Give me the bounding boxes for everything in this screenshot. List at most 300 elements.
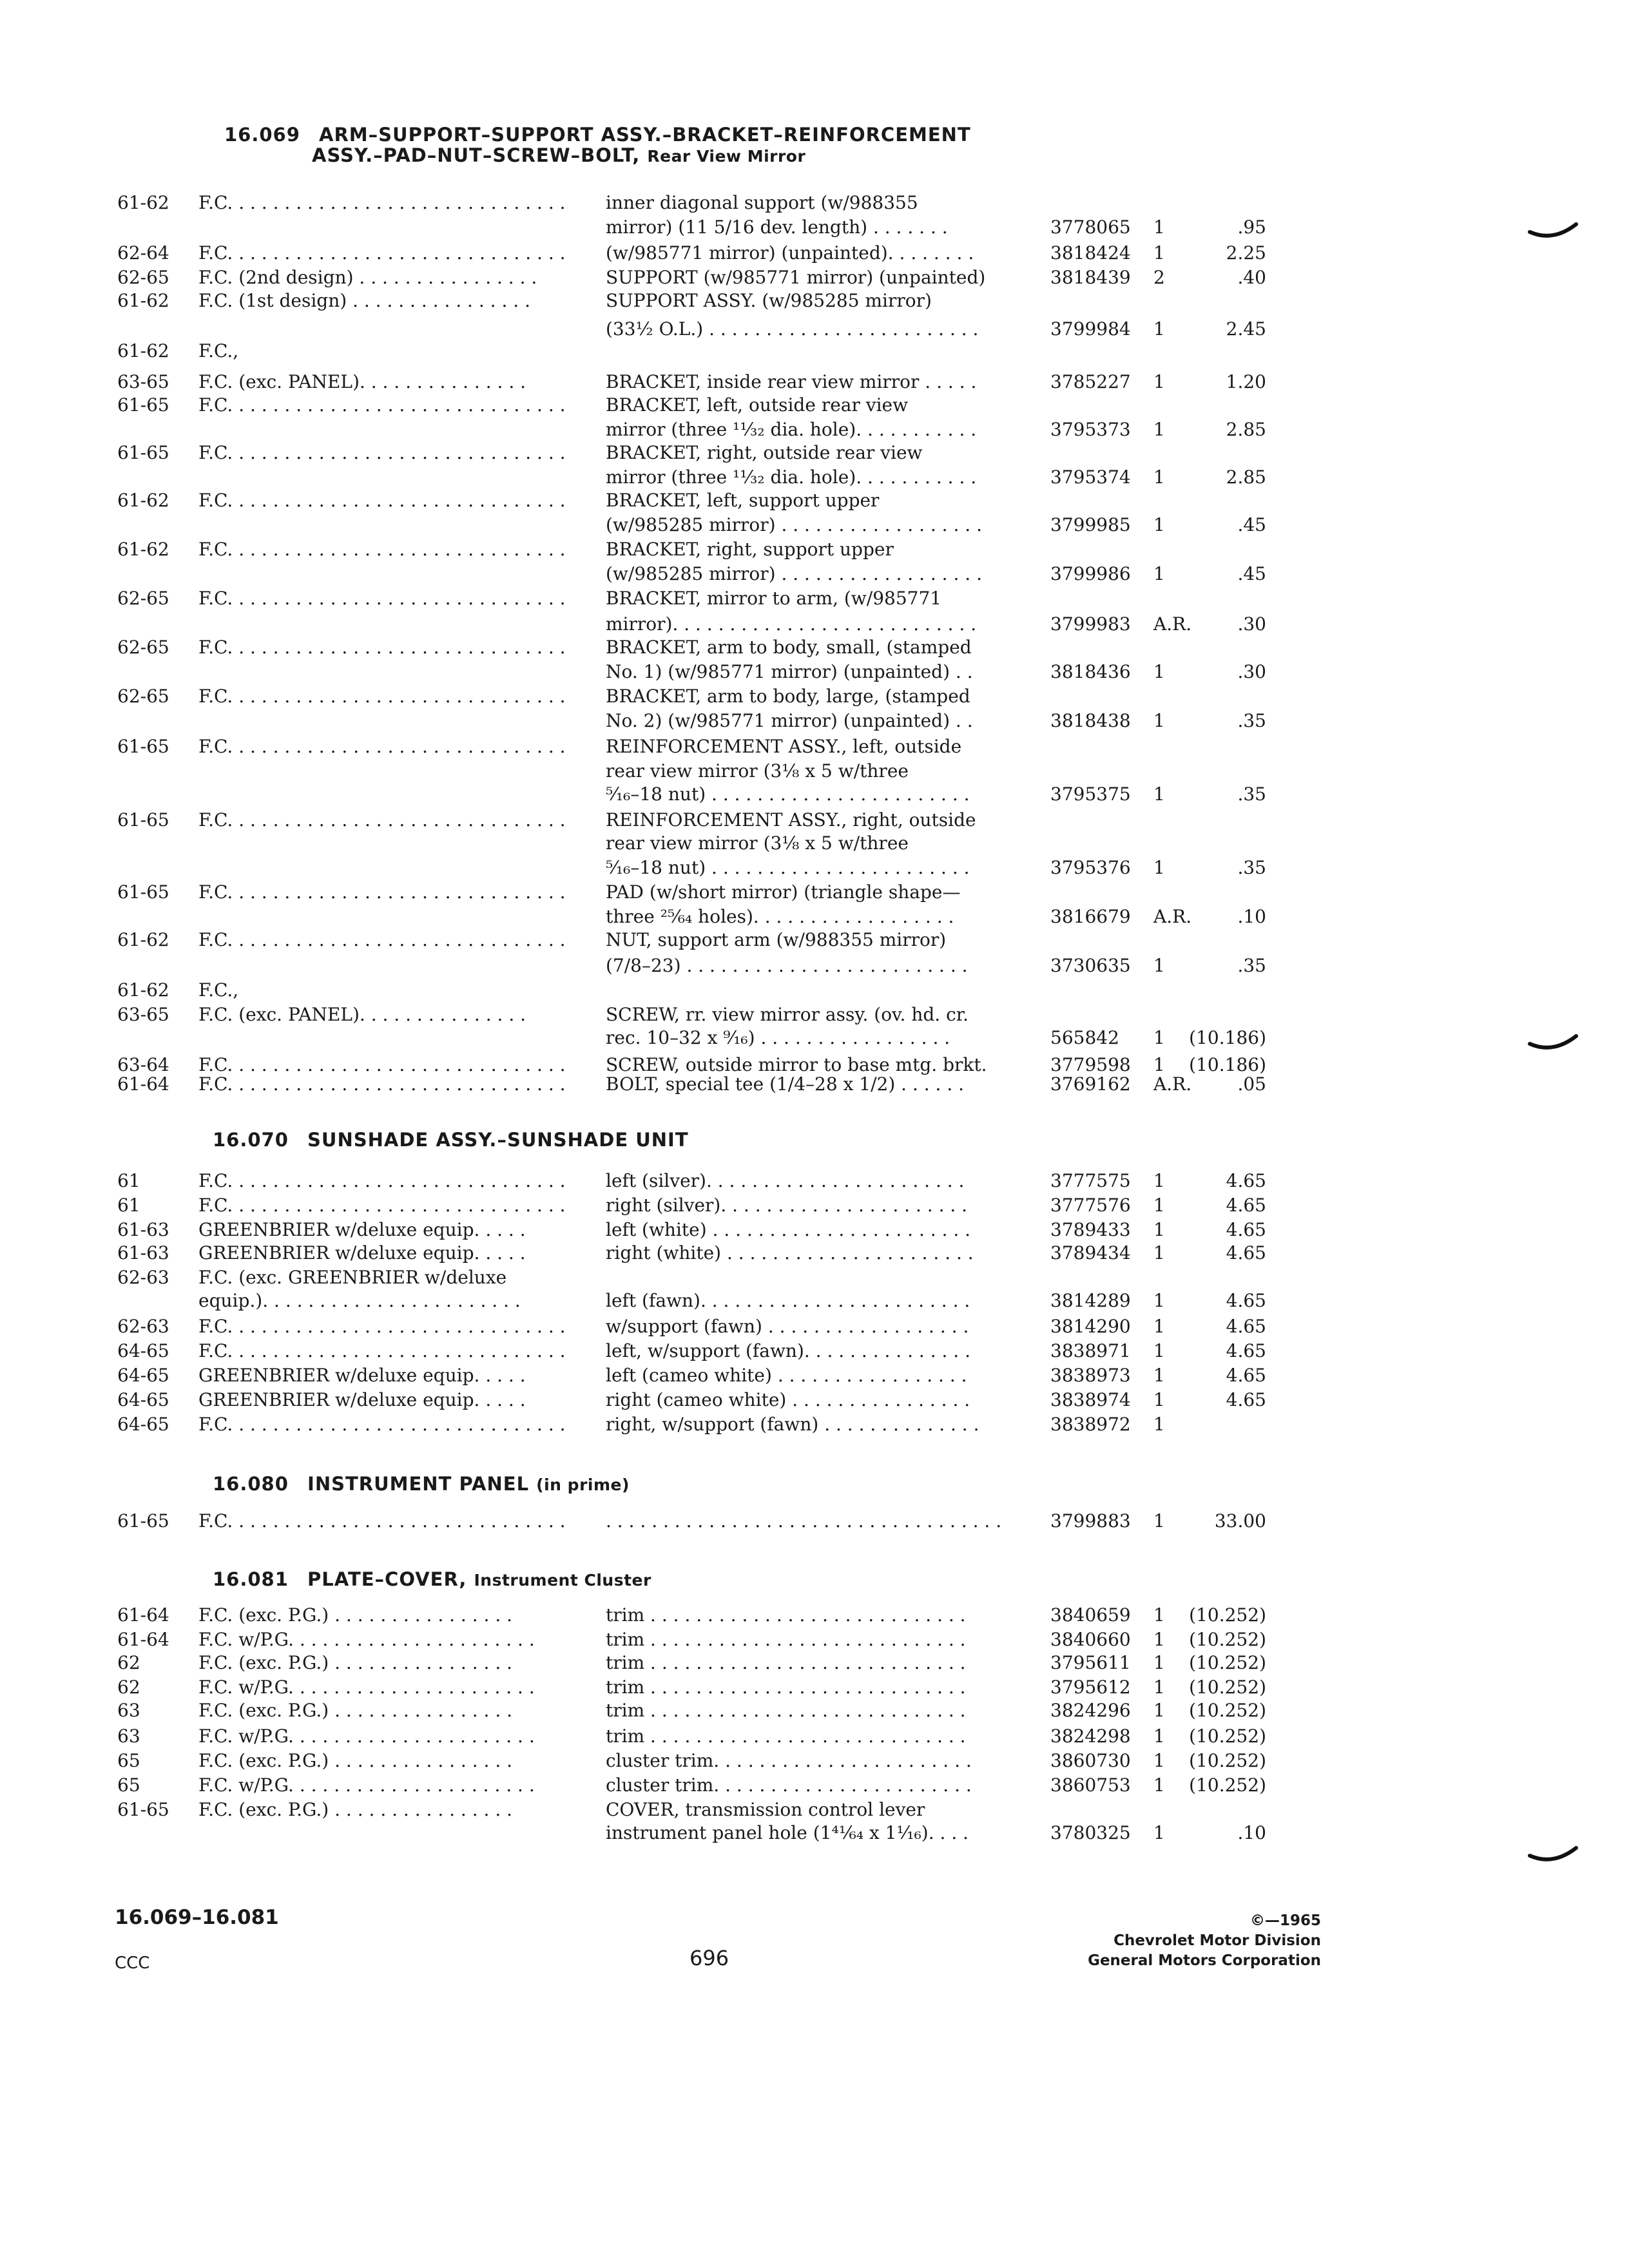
parts-row bbox=[0, 339, 1629, 363]
part-number: 3730635 bbox=[1050, 955, 1131, 976]
part-number: 3840660 bbox=[1050, 1629, 1131, 1650]
binding-mark-icon bbox=[1527, 1843, 1579, 1869]
section-subtitle: Instrument Cluster bbox=[474, 1571, 651, 1590]
parts-row bbox=[0, 1339, 1629, 1363]
part-description: (7/8–23) . . . . . . . . . . . . . . . . . . . . . . . . . bbox=[606, 955, 968, 976]
parts-row bbox=[0, 1412, 1629, 1437]
part-number: 3818438 bbox=[1050, 710, 1131, 731]
part-number: 3799984 bbox=[1050, 318, 1131, 340]
part-description: trim . . . . . . . . . . . . . . . . . . . . . . . . . . . . bbox=[606, 1725, 966, 1747]
model-years: 61-62 bbox=[117, 539, 169, 560]
model-years: 61-64 bbox=[117, 1073, 169, 1095]
parts-row bbox=[0, 241, 1629, 265]
section-heading-16-069 bbox=[224, 124, 971, 146]
quantity: 1 bbox=[1153, 1629, 1165, 1650]
model-years: 61-65 bbox=[117, 1510, 169, 1532]
part-description: trim . . . . . . . . . . . . . . . . . . . . . . . . . . . . bbox=[606, 1604, 966, 1626]
section-heading-16-080 bbox=[213, 1473, 630, 1495]
parts-row bbox=[0, 759, 1629, 783]
model-years: 65 bbox=[117, 1750, 140, 1771]
section-heading-16-069-line2 bbox=[312, 144, 805, 166]
part-number: 3838974 bbox=[1050, 1389, 1131, 1410]
price: 4.65 bbox=[1226, 1219, 1266, 1240]
price: .35 bbox=[1237, 955, 1266, 976]
section-heading-16-070 bbox=[213, 1129, 689, 1151]
parts-row bbox=[0, 1003, 1629, 1027]
part-number: 3780325 bbox=[1050, 1822, 1131, 1843]
quantity: 1 bbox=[1153, 1652, 1165, 1673]
part-number: 3789433 bbox=[1050, 1219, 1131, 1240]
part-description: BOLT, special tee (1/4–28 x 1/2) . . . . . . bbox=[606, 1073, 965, 1095]
model-years: 61-65 bbox=[117, 736, 169, 757]
part-number: 3814290 bbox=[1050, 1316, 1131, 1337]
quantity: 1 bbox=[1153, 1414, 1165, 1435]
part-number: 3769162 bbox=[1050, 1073, 1131, 1095]
part-description: trim . . . . . . . . . . . . . . . . . . . . . . . . . . . . bbox=[606, 1652, 966, 1673]
part-number: 3785227 bbox=[1050, 371, 1131, 392]
model-application: F.C. (1st design) . . . . . . . . . . . . . . . . bbox=[198, 290, 530, 311]
quantity: 1 bbox=[1153, 1195, 1165, 1216]
quantity: 1 bbox=[1153, 514, 1165, 535]
section-subtitle: (in prime) bbox=[536, 1475, 630, 1494]
quantity: 1 bbox=[1153, 1290, 1165, 1311]
part-number: 3777575 bbox=[1050, 1170, 1131, 1191]
part-description: SUPPORT (w/985771 mirror) (unpainted) bbox=[606, 267, 986, 288]
price: .35 bbox=[1237, 857, 1266, 878]
price: 33.00 bbox=[1214, 1510, 1266, 1532]
model-application: F.C. (2nd design) . . . . . . . . . . . . . . . . bbox=[198, 267, 537, 288]
price: 4.65 bbox=[1226, 1365, 1266, 1386]
model-years: 62-64 bbox=[117, 242, 169, 264]
model-application: F.C. . . . . . . . . . . . . . . . . . . . . . . . . . . . . . bbox=[198, 192, 566, 213]
part-description: trim . . . . . . . . . . . . . . . . . . . . . . . . . . . . bbox=[606, 1700, 966, 1721]
part-description: (w/985285 mirror) . . . . . . . . . . . . . . . . . . bbox=[606, 563, 982, 584]
parts-row bbox=[0, 1698, 1629, 1723]
footer-copyright-block bbox=[1088, 1911, 1321, 1971]
part-description: BRACKET, mirror to arm, (w/985771 bbox=[606, 588, 942, 609]
price: .95 bbox=[1237, 216, 1266, 238]
model-years: 63-64 bbox=[117, 1054, 169, 1075]
section-title: PLATE–COVER, bbox=[307, 1568, 467, 1590]
part-description: COVER, transmission control lever bbox=[606, 1799, 925, 1820]
model-application: F.C. w/P.G. . . . . . . . . . . . . . . . . . . . . . bbox=[198, 1774, 535, 1796]
model-application: F.C. (exc. PANEL). . . . . . . . . . . . . . . bbox=[198, 1004, 526, 1025]
quantity: 1 bbox=[1153, 1365, 1165, 1386]
model-application: equip.). . . . . . . . . . . . . . . . . . . . . . . bbox=[198, 1290, 521, 1311]
model-years: 63-65 bbox=[117, 1004, 169, 1025]
price: .05 bbox=[1237, 1073, 1266, 1095]
model-years: 61-62 bbox=[117, 192, 169, 213]
parts-row bbox=[0, 1388, 1629, 1412]
model-years: 64-65 bbox=[117, 1340, 169, 1361]
section-title: INSTRUMENT PANEL bbox=[307, 1473, 530, 1495]
parts-row bbox=[0, 1363, 1629, 1388]
model-years: 63 bbox=[117, 1700, 140, 1721]
model-application: F.C. . . . . . . . . . . . . . . . . . . . . . . . . . . . . . bbox=[198, 929, 566, 950]
part-number: 3814289 bbox=[1050, 1290, 1131, 1311]
parts-row bbox=[0, 191, 1629, 215]
parts-row bbox=[0, 215, 1629, 240]
quantity: 1 bbox=[1153, 466, 1165, 488]
parts-row bbox=[0, 808, 1629, 832]
model-application: F.C. . . . . . . . . . . . . . . . . . . . . . . . . . . . . . bbox=[198, 1510, 566, 1532]
price: (10.252) bbox=[1189, 1725, 1266, 1747]
price: 2.85 bbox=[1226, 419, 1266, 440]
model-application: F.C. w/P.G. . . . . . . . . . . . . . . . . . . . . . bbox=[198, 1725, 535, 1747]
part-number: 3795611 bbox=[1050, 1652, 1131, 1673]
price: .30 bbox=[1237, 661, 1266, 682]
part-description: BRACKET, right, support upper bbox=[606, 539, 894, 560]
model-years: 61 bbox=[117, 1195, 140, 1216]
binding-mark-icon bbox=[1527, 1031, 1579, 1057]
model-years: 61-62 bbox=[117, 929, 169, 950]
parts-row bbox=[0, 418, 1629, 442]
parts-row bbox=[0, 1773, 1629, 1798]
parts-row bbox=[0, 1289, 1629, 1313]
section-title: ARM–SUPPORT–SUPPORT ASSY.–BRACKET–REINFORCEMENT bbox=[319, 124, 971, 146]
model-application: F.C. . . . . . . . . . . . . . . . . . . . . . . . . . . . . . bbox=[198, 1316, 566, 1337]
model-application: GREENBRIER w/deluxe equip. . . . . bbox=[198, 1242, 526, 1264]
section-number: 16.081 bbox=[213, 1568, 289, 1590]
price: 4.65 bbox=[1226, 1170, 1266, 1191]
model-years: 61-63 bbox=[117, 1242, 169, 1264]
parts-row bbox=[0, 1314, 1629, 1339]
part-description: left (fawn). . . . . . . . . . . . . . . . . . . . . . . . bbox=[606, 1290, 970, 1311]
price: (10.186) bbox=[1189, 1054, 1266, 1075]
part-description: BRACKET, arm to body, large, (stamped bbox=[606, 686, 970, 707]
part-description: w/support (fawn) . . . . . . . . . . . . . . . . . . bbox=[606, 1316, 969, 1337]
part-description: inner diagonal support (w/988355 bbox=[606, 192, 918, 213]
price: .45 bbox=[1237, 563, 1266, 584]
model-application: F.C. . . . . . . . . . . . . . . . . . . . . . . . . . . . . . bbox=[198, 1170, 566, 1191]
model-application: F.C. . . . . . . . . . . . . . . . . . . . . . . . . . . . . . bbox=[198, 1054, 566, 1075]
part-description: BRACKET, left, outside rear view bbox=[606, 394, 909, 416]
parts-row bbox=[0, 709, 1629, 733]
part-description: cluster trim. . . . . . . . . . . . . . . . . . . . . . . bbox=[606, 1750, 972, 1771]
model-years: 61-65 bbox=[117, 809, 169, 831]
price: (10.252) bbox=[1189, 1604, 1266, 1626]
quantity: 1 bbox=[1153, 1316, 1165, 1337]
model-years: 62-65 bbox=[117, 637, 169, 658]
quantity: 1 bbox=[1153, 216, 1165, 238]
part-number: 3795374 bbox=[1050, 466, 1131, 488]
part-description: BRACKET, arm to body, small, (stamped bbox=[606, 637, 972, 658]
parts-row bbox=[0, 1798, 1629, 1822]
parts-row bbox=[0, 856, 1629, 880]
model-application: F.C. . . . . . . . . . . . . . . . . . . . . . . . . . . . . . bbox=[198, 686, 566, 707]
part-description: cluster trim. . . . . . . . . . . . . . . . . . . . . . . bbox=[606, 1774, 972, 1796]
part-description: trim . . . . . . . . . . . . . . . . . . . . . . . . . . . . bbox=[606, 1629, 966, 1650]
parts-row bbox=[0, 370, 1629, 394]
parts-row bbox=[0, 660, 1629, 684]
price: (10.252) bbox=[1189, 1677, 1266, 1698]
part-number: 3795375 bbox=[1050, 783, 1131, 805]
parts-row bbox=[0, 1628, 1629, 1652]
part-number: 3838972 bbox=[1050, 1414, 1131, 1435]
part-description: right (cameo white) . . . . . . . . . . . . . . . . bbox=[606, 1389, 970, 1410]
part-number: 3789434 bbox=[1050, 1242, 1131, 1264]
part-description: No. 1) (w/985771 mirror) (unpainted) . . bbox=[606, 661, 973, 682]
parts-row bbox=[0, 562, 1629, 586]
part-number: 3778065 bbox=[1050, 216, 1131, 238]
price: (10.252) bbox=[1189, 1774, 1266, 1796]
model-years: 62-63 bbox=[117, 1316, 169, 1337]
model-years: 61-63 bbox=[117, 1219, 169, 1240]
binding-mark-icon bbox=[1527, 219, 1579, 245]
model-years: 62 bbox=[117, 1677, 140, 1698]
part-description: rear view mirror (3⅛ x 5 w/three bbox=[606, 832, 909, 854]
quantity: 1 bbox=[1153, 857, 1165, 878]
parts-row bbox=[0, 635, 1629, 660]
parts-row bbox=[0, 289, 1629, 313]
parts-row bbox=[0, 1651, 1629, 1675]
model-years: 61-64 bbox=[117, 1604, 169, 1626]
part-number: 3860730 bbox=[1050, 1750, 1131, 1771]
model-application: F.C. (exc. GREENBRIER w/deluxe bbox=[198, 1267, 507, 1288]
part-number: 3818439 bbox=[1050, 267, 1131, 288]
parts-row bbox=[0, 537, 1629, 562]
part-number: 3799986 bbox=[1050, 563, 1131, 584]
part-number: 3795373 bbox=[1050, 419, 1131, 440]
quantity: 1 bbox=[1153, 1389, 1165, 1410]
price: 4.65 bbox=[1226, 1316, 1266, 1337]
part-description: left, w/support (fawn). . . . . . . . . . . . . . . bbox=[606, 1340, 971, 1361]
part-number: 3840659 bbox=[1050, 1604, 1131, 1626]
parts-row bbox=[0, 1821, 1629, 1845]
part-description: NUT, support arm (w/988355 mirror) bbox=[606, 929, 947, 950]
parts-row bbox=[0, 782, 1629, 807]
parts-row bbox=[0, 954, 1629, 978]
part-number: 3799985 bbox=[1050, 514, 1131, 535]
quantity: 1 bbox=[1153, 1774, 1165, 1796]
parts-row bbox=[0, 1724, 1629, 1749]
model-application: GREENBRIER w/deluxe equip. . . . . bbox=[198, 1219, 526, 1240]
model-application: F.C. . . . . . . . . . . . . . . . . . . . . . . . . . . . . . bbox=[198, 588, 566, 609]
parts-row bbox=[0, 612, 1629, 637]
model-application: F.C. (exc. P.G.) . . . . . . . . . . . . . . . . bbox=[198, 1700, 513, 1721]
part-description: left (cameo white) . . . . . . . . . . . . . . . . . bbox=[606, 1365, 967, 1386]
price: .45 bbox=[1237, 514, 1266, 535]
price: .40 bbox=[1237, 267, 1266, 288]
part-number: 3818424 bbox=[1050, 242, 1131, 264]
model-years: 61-65 bbox=[117, 881, 169, 903]
price: .10 bbox=[1237, 906, 1266, 927]
model-application: F.C. . . . . . . . . . . . . . . . . . . . . . . . . . . . . . bbox=[198, 1340, 566, 1361]
quantity: 1 bbox=[1153, 242, 1165, 264]
part-description: instrument panel hole (1⁴¹⁄₆₄ x 1¹⁄₁₆). . . . bbox=[606, 1822, 969, 1843]
price: 4.65 bbox=[1226, 1290, 1266, 1311]
section-number: 16.070 bbox=[213, 1129, 289, 1151]
section-number: 16.069 bbox=[224, 124, 300, 146]
parts-row bbox=[0, 1169, 1629, 1193]
model-application: F.C. . . . . . . . . . . . . . . . . . . . . . . . . . . . . . bbox=[198, 736, 566, 757]
quantity: A.R. bbox=[1153, 613, 1192, 635]
part-description: BRACKET, inside rear view mirror . . . . . bbox=[606, 371, 977, 392]
part-number: 3838973 bbox=[1050, 1365, 1131, 1386]
parts-row bbox=[0, 1509, 1629, 1533]
quantity: 1 bbox=[1153, 1027, 1165, 1048]
model-application: F.C. . . . . . . . . . . . . . . . . . . . . . . . . . . . . . bbox=[198, 1414, 566, 1435]
price: 1.20 bbox=[1226, 371, 1266, 392]
part-description: No. 2) (w/985771 mirror) (unpainted) . . bbox=[606, 710, 973, 731]
part-description: left (white) . . . . . . . . . . . . . . . . . . . . . . . bbox=[606, 1219, 971, 1240]
part-description: . . . . . . . . . . . . . . . . . . . . . . . . . . . . . . . . . . . bbox=[606, 1510, 1002, 1532]
model-application: F.C., bbox=[198, 979, 239, 1001]
section-heading-16-081 bbox=[213, 1568, 651, 1590]
quantity: 1 bbox=[1153, 318, 1165, 340]
price: 2.25 bbox=[1226, 242, 1266, 264]
price: 4.65 bbox=[1226, 1340, 1266, 1361]
model-application: F.C., bbox=[198, 340, 239, 361]
model-years: 61-65 bbox=[117, 442, 169, 463]
model-years: 62-65 bbox=[117, 267, 169, 288]
parts-row bbox=[0, 465, 1629, 490]
part-number: 3777576 bbox=[1050, 1195, 1131, 1216]
part-description: REINFORCEMENT ASSY., right, outside bbox=[606, 809, 976, 831]
quantity: 1 bbox=[1153, 1219, 1165, 1240]
model-application: GREENBRIER w/deluxe equip. . . . . bbox=[198, 1365, 526, 1386]
model-years: 63-65 bbox=[117, 371, 169, 392]
quantity: A.R. bbox=[1153, 906, 1192, 927]
section-subtitle: Rear View Mirror bbox=[647, 147, 806, 166]
part-number: 3816679 bbox=[1050, 906, 1131, 927]
model-application: F.C. (exc. P.G.) . . . . . . . . . . . . . . . . bbox=[198, 1604, 513, 1626]
parts-row bbox=[0, 1675, 1629, 1700]
parts-row bbox=[0, 880, 1629, 905]
parts-row bbox=[0, 441, 1629, 465]
quantity: 1 bbox=[1153, 1700, 1165, 1721]
parts-row bbox=[0, 513, 1629, 537]
model-years: 65 bbox=[117, 1774, 140, 1796]
part-number: 3838971 bbox=[1050, 1340, 1131, 1361]
model-years: 63 bbox=[117, 1725, 140, 1747]
model-application: F.C. . . . . . . . . . . . . . . . . . . . . . . . . . . . . . bbox=[198, 637, 566, 658]
parts-row bbox=[0, 684, 1629, 709]
part-description: mirror (three ¹¹⁄₃₂ dia. hole). . . . . . . . . . . bbox=[606, 419, 977, 440]
quantity: 1 bbox=[1153, 1340, 1165, 1361]
part-description: three ²⁵⁄₆₄ holes). . . . . . . . . . . . . . . . . . bbox=[606, 906, 954, 927]
model-application: F.C. . . . . . . . . . . . . . . . . . . . . . . . . . . . . . bbox=[198, 490, 566, 511]
model-years: 61-62 bbox=[117, 290, 169, 311]
parts-row bbox=[0, 586, 1629, 611]
part-number: 3795376 bbox=[1050, 857, 1131, 878]
part-description: rear view mirror (3⅛ x 5 w/three bbox=[606, 760, 909, 782]
footer-ccc: CCC bbox=[115, 1954, 150, 1973]
model-years: 64-65 bbox=[117, 1389, 169, 1410]
parts-row bbox=[0, 1241, 1629, 1265]
quantity: 1 bbox=[1153, 1750, 1165, 1771]
quantity: 1 bbox=[1153, 955, 1165, 976]
model-application: F.C. . . . . . . . . . . . . . . . . . . . . . . . . . . . . . bbox=[198, 394, 566, 416]
parts-row bbox=[0, 905, 1629, 929]
model-years: 62-65 bbox=[117, 686, 169, 707]
section-title-line2: ASSY.–PAD–NUT–SCREW–BOLT, bbox=[312, 144, 641, 166]
part-description: mirror) (11 5/16 dev. length) . . . . . . . bbox=[606, 216, 948, 238]
model-application: F.C. w/P.G. . . . . . . . . . . . . . . . . . . . . . bbox=[198, 1629, 535, 1650]
part-number: 565842 bbox=[1050, 1027, 1119, 1048]
quantity: 1 bbox=[1153, 1604, 1165, 1626]
price: 2.45 bbox=[1226, 318, 1266, 340]
model-years: 62-63 bbox=[117, 1267, 169, 1288]
part-description: (w/985285 mirror) . . . . . . . . . . . . . . . . . . bbox=[606, 514, 982, 535]
part-description: ⁵⁄₁₆–18 nut) . . . . . . . . . . . . . . . . . . . . . . . bbox=[606, 783, 970, 805]
price: .35 bbox=[1237, 783, 1266, 805]
part-description: trim . . . . . . . . . . . . . . . . . . . . . . . . . . . . bbox=[606, 1677, 966, 1698]
quantity: 1 bbox=[1153, 1822, 1165, 1843]
price: 2.85 bbox=[1226, 466, 1266, 488]
model-years: 61-65 bbox=[117, 1799, 169, 1820]
model-years: 62 bbox=[117, 1652, 140, 1673]
price: .10 bbox=[1237, 1822, 1266, 1843]
part-number: 3795612 bbox=[1050, 1677, 1131, 1698]
section-title: SUNSHADE ASSY.–SUNSHADE UNIT bbox=[307, 1129, 689, 1151]
parts-row bbox=[0, 1218, 1629, 1242]
parts-row bbox=[0, 488, 1629, 513]
parts-row bbox=[0, 1749, 1629, 1773]
model-years: 61-62 bbox=[117, 979, 169, 1001]
part-number: 3860753 bbox=[1050, 1774, 1131, 1796]
model-application: F.C. . . . . . . . . . . . . . . . . . . . . . . . . . . . . . bbox=[198, 1195, 566, 1216]
quantity: 1 bbox=[1153, 710, 1165, 731]
part-number: 3824298 bbox=[1050, 1725, 1131, 1747]
quantity: 1 bbox=[1153, 661, 1165, 682]
price: (10.252) bbox=[1189, 1652, 1266, 1673]
part-number: 3779598 bbox=[1050, 1054, 1131, 1075]
quantity: 1 bbox=[1153, 563, 1165, 584]
price: 4.65 bbox=[1226, 1389, 1266, 1410]
parts-row bbox=[0, 1072, 1629, 1097]
part-description: right, w/support (fawn) . . . . . . . . . . . . . . bbox=[606, 1414, 979, 1435]
part-number: 3799883 bbox=[1050, 1510, 1131, 1532]
model-application: F.C. w/P.G. . . . . . . . . . . . . . . . . . . . . . bbox=[198, 1677, 535, 1698]
model-years: 61-64 bbox=[117, 1629, 169, 1650]
price: .30 bbox=[1237, 613, 1266, 635]
price: (10.186) bbox=[1189, 1027, 1266, 1048]
part-description: ⁵⁄₁₆–18 nut) . . . . . . . . . . . . . . . . . . . . . . . bbox=[606, 857, 970, 878]
part-description: REINFORCEMENT ASSY., left, outside bbox=[606, 736, 962, 757]
model-application: F.C. (exc. P.G.) . . . . . . . . . . . . . . . . bbox=[198, 1652, 513, 1673]
model-application: F.C. . . . . . . . . . . . . . . . . . . . . . . . . . . . . . bbox=[198, 242, 566, 264]
parts-row bbox=[0, 317, 1629, 341]
part-description: BRACKET, right, outside rear view bbox=[606, 442, 923, 463]
model-years: 64-65 bbox=[117, 1414, 169, 1435]
parts-row bbox=[0, 928, 1629, 952]
price: 4.65 bbox=[1226, 1242, 1266, 1264]
model-application: F.C. . . . . . . . . . . . . . . . . . . . . . . . . . . . . . bbox=[198, 1073, 566, 1095]
part-description: mirror (three ¹¹⁄₃₂ dia. hole). . . . . . . . . . . bbox=[606, 466, 977, 488]
model-years: 61-62 bbox=[117, 490, 169, 511]
parts-row bbox=[0, 735, 1629, 759]
model-application: F.C. . . . . . . . . . . . . . . . . . . . . . . . . . . . . . bbox=[198, 809, 566, 831]
quantity: 1 bbox=[1153, 1677, 1165, 1698]
parts-row bbox=[0, 831, 1629, 856]
parts-row bbox=[0, 265, 1629, 290]
page-number: 696 bbox=[689, 1946, 729, 1970]
part-description: (33½ O.L.) . . . . . . . . . . . . . . . . . . . . . . . . bbox=[606, 318, 979, 340]
model-years: 61-65 bbox=[117, 394, 169, 416]
copyright-year: ©—1965 bbox=[1249, 1912, 1321, 1929]
division-name: Chevrolet Motor Division bbox=[1113, 1932, 1321, 1949]
part-description: PAD (w/short mirror) (triangle shape— bbox=[606, 881, 961, 903]
model-application: F.C. (exc. P.G.) . . . . . . . . . . . . . . . . bbox=[198, 1750, 513, 1771]
quantity: 1 bbox=[1153, 419, 1165, 440]
quantity: 1 bbox=[1153, 783, 1165, 805]
parts-row bbox=[0, 1193, 1629, 1218]
price: (10.252) bbox=[1189, 1750, 1266, 1771]
part-description: SCREW, rr. view mirror assy. (ov. hd. cr. bbox=[606, 1004, 969, 1025]
model-years: 61-62 bbox=[117, 340, 169, 361]
model-years: 64-65 bbox=[117, 1365, 169, 1386]
